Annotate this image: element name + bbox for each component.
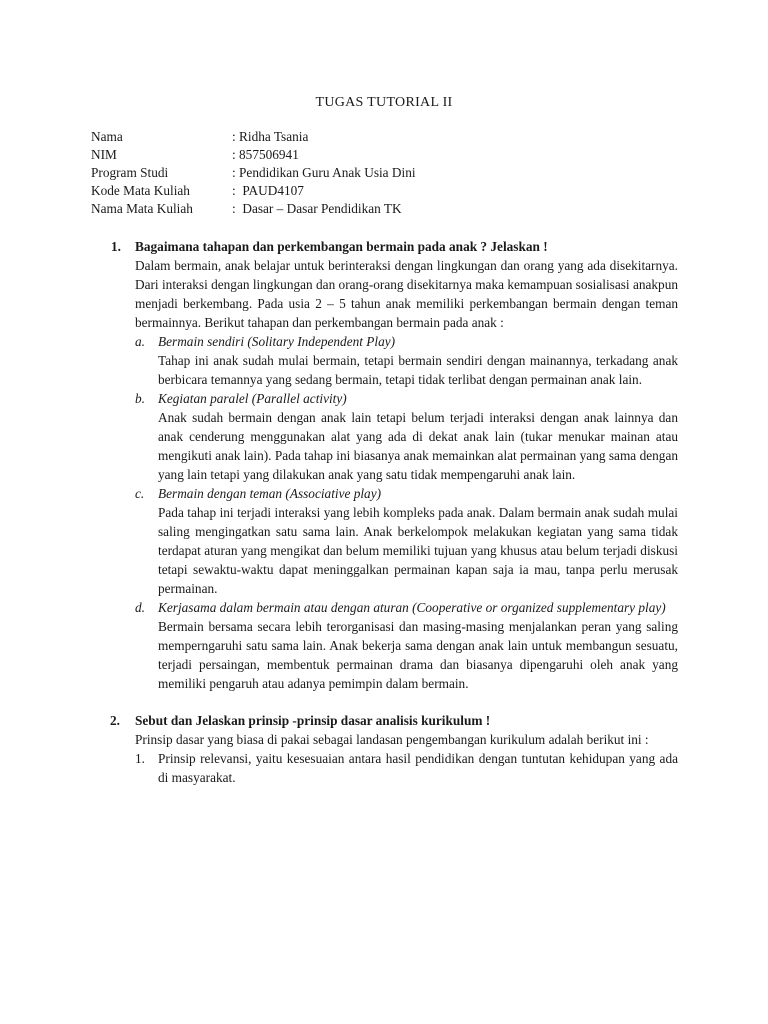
list-marker: a.	[135, 334, 145, 349]
question-number: 1.	[111, 239, 121, 254]
list-marker: d.	[135, 600, 145, 615]
list-item-body: Anak sudah bermain dengan anak lain tetapi belum terjadi interaksi dengan anak lainnya dan anak cenderung menggunakan alat yang ada di dekat anak lain (tukar menukar mainan atau mengikuti anak lain). Pada tahap ini biasanya anak memainkan alat permainan yang sama dengan yang lain tetapi yang dilakukan anak yang satu tidak mempengaruhi anak lain.	[158, 410, 678, 482]
list-item-title: Bermain sendiri (Solitary Independent Play)	[158, 334, 396, 349]
list-marker: b.	[135, 391, 145, 406]
list-item	[135, 749, 678, 787]
info-label: Program Studi	[91, 165, 169, 180]
section-spacer	[0, 693, 768, 711]
list-item-title: Kerjasama dalam bermain atau dengan aturan (Cooperative or organized supplementary play)	[158, 600, 666, 615]
list-item-body: Tahap ini anak sudah mulai bermain, tetapi bermain sendiri dengan mainannya, terkadang anak berbicara temannya yang sedang bermain, tetapi tidak terlibat dengan permainan anak lain.	[158, 353, 678, 387]
info-row-nim	[91, 146, 416, 164]
list-item-body: Prinsip relevansi, yaitu kesesuaian antara hasil pendidikan dengan tuntutan kehidupan yang ada di masyarakat.	[158, 751, 678, 785]
document-title: TUGAS TUTORIAL II	[315, 95, 453, 110]
list-marker: c.	[135, 486, 145, 501]
question-2	[0, 711, 768, 787]
info-label: Nama	[91, 129, 123, 144]
list-item-title: Bermain dengan teman (Associative play)	[158, 486, 382, 501]
info-value: : Dasar – Dasar Pendidikan TK	[232, 201, 402, 216]
question-1	[0, 237, 768, 693]
info-label: Nama Mata Kuliah	[91, 201, 193, 216]
info-row-nama	[91, 128, 416, 146]
document-body	[0, 237, 768, 787]
info-value: : Ridha Tsania	[232, 129, 309, 144]
list-item	[135, 484, 678, 598]
info-row-nama-mata-kuliah	[91, 200, 416, 218]
question-number: 2.	[110, 713, 120, 728]
list-item-title: Kegiatan paralel (Parallel activity)	[158, 391, 347, 406]
list-marker: 1.	[135, 751, 145, 766]
question-title: Sebut dan Jelaskan prinsip -prinsip dasar analisis kurikulum !	[135, 713, 491, 728]
answer-intro: Prinsip dasar yang biasa di pakai sebagai landasan pengembangan kurikulum adalah berikut ini :	[135, 732, 649, 747]
student-info	[91, 128, 416, 218]
question-title: Bagaimana tahapan dan perkembangan bermain pada anak ? Jelaskan !	[135, 239, 548, 254]
list-item	[135, 332, 678, 389]
list-item-body: Bermain bersama secara lebih terorganisasi dan masing-masing menjalankan peran yang saling memperngaruhi satu sama lain. Anak bekerja sama dengan anak lain untuk membangun sesuatu, terjadi persaingan, membentuk permainan drama dan biasanya dipengaruhi oleh anak yang memiliki pengaruh atau adanya pemimpin dalam bermain.	[158, 619, 678, 691]
list-item-body: Pada tahap ini terjadi interaksi yang lebih kompleks pada anak. Dalam bermain anak sudah mulai saling mengingatkan satu sama lain. Anak berkelompok melakukan kegiatan yang sama tidak terdapat aturan yang mengikat dan belum memiliki tujuan yang khusus atau belum terjadi diskusi tetapi sewaktu-waktu dapat meninggalkan permainan kapan saja ia mau, tanpa perlu merusak permainan.	[158, 505, 678, 596]
info-row-kode-mata-kuliah	[91, 182, 416, 200]
info-row-program-studi	[91, 164, 416, 182]
info-value: : PAUD4107	[232, 183, 304, 198]
info-value: : Pendidikan Guru Anak Usia Dini	[232, 165, 416, 180]
info-value: : 857506941	[232, 147, 299, 162]
info-label: NIM	[91, 147, 117, 162]
answer-intro: Dalam bermain, anak belajar untuk berinteraksi dengan lingkungan dan orang yang ada disekitarnya. Dari interaksi dengan lingkungan dan orang-orang disekitarnya maka kemampuan sosialisasi anakpun menjadi berkembang. Pada usia 2 – 5 tahun anak memiliki perkembangan bermain dengan teman bermainnya. Berikut tahapan dan perkembangan bermain pada anak :	[135, 258, 678, 330]
info-label: Kode Mata Kuliah	[91, 183, 190, 198]
list-item	[135, 598, 678, 693]
list-item	[135, 389, 678, 484]
